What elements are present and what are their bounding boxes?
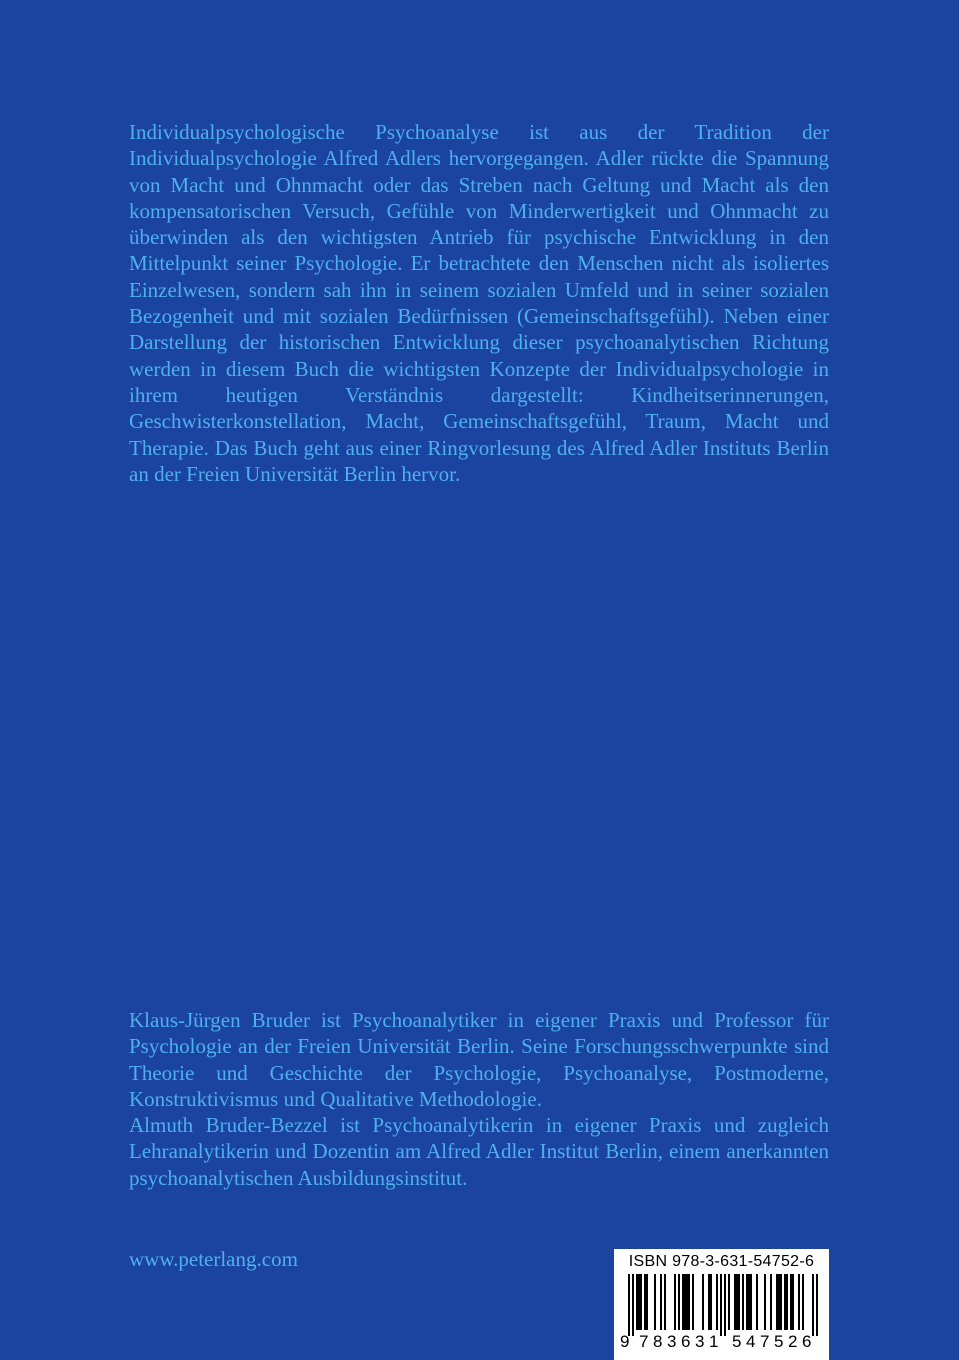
- barcode-bar: [640, 1274, 642, 1330]
- barcode-bar: [644, 1274, 646, 1330]
- barcode-digit: 5: [732, 1332, 742, 1351]
- barcode-icon: [614, 1274, 829, 1336]
- publisher-website: www.peterlang.com: [129, 1247, 298, 1271]
- barcode-bar: [750, 1274, 752, 1330]
- barcode-bar: [636, 1274, 638, 1330]
- barcode-bar: [764, 1274, 766, 1330]
- barcode-bar: [692, 1274, 694, 1330]
- barcode-bar: [632, 1274, 634, 1336]
- barcode-bar: [688, 1274, 690, 1330]
- barcode-bar: [736, 1274, 738, 1330]
- barcode-bar: [686, 1274, 688, 1330]
- barcode-digit: 7: [639, 1332, 649, 1351]
- barcode-bar: [724, 1274, 726, 1336]
- barcode-bar: [664, 1274, 666, 1330]
- barcode-bar: [816, 1274, 818, 1336]
- barcode-bar: [674, 1274, 676, 1330]
- barcode-bar: [678, 1274, 680, 1330]
- barcode-bar: [654, 1274, 656, 1330]
- barcode-bar: [682, 1274, 684, 1330]
- barcode-bar: [770, 1274, 772, 1330]
- barcode-bar: [776, 1274, 778, 1330]
- barcode-bar: [792, 1274, 794, 1330]
- barcode-bar: [812, 1274, 814, 1336]
- author-bios: [129, 1007, 829, 1191]
- barcode-bar: [786, 1274, 788, 1330]
- barcode-digit: 5: [774, 1332, 784, 1351]
- barcode-digit: 3: [667, 1332, 677, 1351]
- barcode-bar: [660, 1274, 662, 1330]
- barcode-digit: 7: [760, 1332, 770, 1351]
- back-cover-blurb: [129, 119, 829, 487]
- barcode-bar: [628, 1274, 630, 1336]
- barcode-bar: [790, 1274, 792, 1330]
- barcode-digits: [614, 1333, 829, 1353]
- barcode-bar: [638, 1274, 640, 1330]
- blurb-paragraph: Individualpsychologische Psychoanalyse ist aus der Tradition der Individualpsychologie Alfred Adlers hervorgegangen. Adler rückte die Spannung von Macht und Ohnmacht oder das Streben nach Geltung und Macht als den kompensatorischen Versuch, Gefühle von Minderwertigkeit und Ohnmacht zu überwinden als den wichtigsten Antrieb für psychische Entwicklung in den Mittelpunkt seiner Psychologie. Er betrachtete den Menschen nicht als isoliertes Einzelwesen, sondern sah ihn in seinem sozialen Umfeld und in seiner sozialen Bezogenheit und mit sozialen Bedürfnissen (Gemeinschaftsgefühl). Neben einer Darstellung der historischen Entwicklung dieser psychoanalytischen Richtung werden in diesem Buch die wichtigsten Konzepte der Individualpsychologie in ihrem heutigen Verständnis dargestellt: Kindheitserinnerungen, Geschwisterkonstellation, Macht, Gemeinschaftsgefühl, Traum, Macht und Therapie. Das Buch geht aus einer Ringvorlesung des Alfred Adler Instituts Berlin an der Freien Universität Berlin hervor.: [129, 120, 829, 486]
- barcode-bar: [802, 1274, 804, 1330]
- barcode-bar: [784, 1274, 786, 1330]
- barcode-bar: [778, 1274, 780, 1330]
- barcode-bar: [702, 1274, 704, 1330]
- barcode-bar: [710, 1274, 712, 1330]
- barcode-bar: [684, 1274, 686, 1330]
- barcode-bar: [742, 1274, 744, 1330]
- barcode-bar: [728, 1274, 730, 1330]
- barcode-digit: 6: [802, 1332, 812, 1351]
- author-bio-bruder: Klaus-Jürgen Bruder ist Psychoanalytiker in eigener Praxis und Professor für Psychologie an der Freien Universität Berlin. Seine Forschungsschwerpunkte sind Theorie und Geschichte der Psychologie, Psychoanalyse, Postmoderne, Konstruktivismus und Qualitative Methodologie.: [129, 1008, 829, 1111]
- barcode-bar: [748, 1274, 750, 1330]
- barcode-digit: 9: [620, 1332, 630, 1351]
- barcode-bar: [734, 1274, 736, 1330]
- isbn-label: ISBN 978-3-631-54752-6: [628, 1253, 815, 1270]
- barcode-digit: 3: [695, 1332, 705, 1351]
- barcode-bar: [780, 1274, 782, 1330]
- barcode-bar: [756, 1274, 758, 1330]
- barcode-digit: 1: [709, 1332, 719, 1351]
- isbn-barcode-box: [614, 1249, 829, 1360]
- barcode-digit: 6: [681, 1332, 691, 1351]
- barcode-digit: 2: [788, 1332, 798, 1351]
- barcode-bar: [746, 1274, 748, 1330]
- author-bio-bruder-bezzel: Almuth Bruder-Bezzel ist Psychoanalytikerin in eigener Praxis und zugleich Lehranalytikerin und Dozentin am Alfred Adler Institut Berlin, einem anerkannten psychoanalytischen Ausbildungsinstitut.: [129, 1113, 829, 1190]
- barcode-bar: [708, 1274, 710, 1330]
- barcode-bar: [798, 1274, 800, 1330]
- barcode-digit: 8: [653, 1332, 663, 1351]
- barcode-bar: [716, 1274, 718, 1330]
- barcode-digit: 4: [746, 1332, 756, 1351]
- barcode-bar: [646, 1274, 648, 1330]
- barcode-bar: [720, 1274, 722, 1336]
- barcode-bar: [738, 1274, 740, 1330]
